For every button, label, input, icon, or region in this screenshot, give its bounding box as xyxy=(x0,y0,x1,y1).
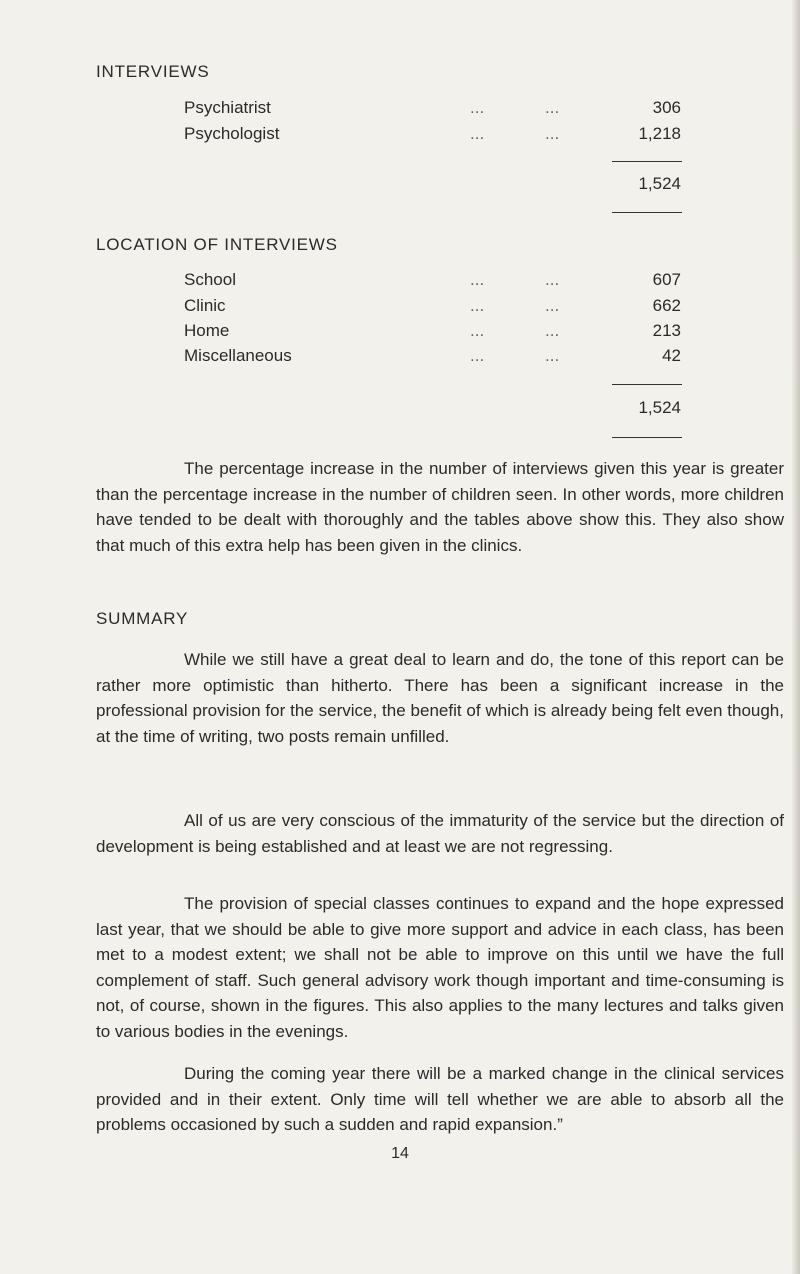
leader-dots: ... xyxy=(470,296,485,315)
row-value: 1,218 xyxy=(638,124,681,143)
row-label: Home xyxy=(184,321,230,340)
row-label: Psychologist xyxy=(184,124,280,143)
location-heading: LOCATION OF INTERVIEWS xyxy=(96,235,338,254)
row-label: School xyxy=(184,270,236,289)
page-number: 14 xyxy=(391,1145,409,1162)
row-label: Miscellaneous xyxy=(184,346,292,365)
interviews-total: 1,524 xyxy=(638,174,681,193)
row-value: 607 xyxy=(652,270,681,289)
leader-dots: ... xyxy=(545,321,560,340)
total-rule-bottom xyxy=(612,437,682,438)
total-rule-bottom xyxy=(612,212,682,213)
table-row xyxy=(0,124,800,150)
leader-dots: ... xyxy=(545,296,560,315)
body-paragraph: The provision of special classes continues to expand and the hope expressed last year, that we should be able to give more support and advice in each class, has been met to a modest extent; we shall not be able to improve on this until we have the full complement of staff. Such general advisory work though important and time-consuming is not, of course, shown in the figures. This also applies to the many lectures and talks given to various bodies in the evenings. xyxy=(96,894,784,1041)
leader-dots: ... xyxy=(470,270,485,289)
interviews-heading: INTERVIEWS xyxy=(96,62,210,81)
leader-dots: ... xyxy=(470,124,485,143)
row-label: Psychiatrist xyxy=(184,98,271,117)
leader-dots: ... xyxy=(470,321,485,340)
row-value: 662 xyxy=(652,296,681,315)
summary-heading: SUMMARY xyxy=(96,609,189,628)
body-paragraph: During the coming year there will be a marked change in the clinical services provided and in their extent. Only time will tell whether we are able to absorb all the problems occasioned by such a sudden and rapid expansion.” xyxy=(96,1064,784,1135)
row-label: Clinic xyxy=(184,296,226,315)
leader-dots: ... xyxy=(545,98,560,117)
leader-dots: ... xyxy=(470,346,485,365)
leader-dots: ... xyxy=(545,270,560,289)
row-value: 306 xyxy=(652,98,681,117)
total-rule-top xyxy=(612,384,682,385)
leader-dots: ... xyxy=(470,98,485,117)
location-total: 1,524 xyxy=(638,398,681,417)
leader-dots: ... xyxy=(545,124,560,143)
row-value: 42 xyxy=(662,346,681,365)
table-row xyxy=(0,346,800,372)
row-value: 213 xyxy=(652,321,681,340)
table-row xyxy=(0,98,800,124)
table-row xyxy=(0,270,800,296)
table-row xyxy=(0,321,800,347)
body-paragraph: All of us are very conscious of the immaturity of the service but the direction of development is being established and at least we are not regressing. xyxy=(96,811,784,856)
body-paragraph: The percentage increase in the number of interviews given this year is greater than the percentage increase in the number of children seen. In other words, more children have tended to be dealt with thoroughly and the tables above show this. They also show that much of this extra help has been given in the clinics. xyxy=(96,459,784,555)
body-paragraph: While we still have a great deal to learn and do, the tone of this report can be rather more optimistic than hitherto. There has been a significant increase in the professional provision for the service, the benefit of which is already being felt even though, at the time of writing, two posts remain unfilled. xyxy=(96,650,784,746)
table-row xyxy=(0,296,800,322)
leader-dots: ... xyxy=(545,346,560,365)
total-rule-top xyxy=(612,161,682,162)
